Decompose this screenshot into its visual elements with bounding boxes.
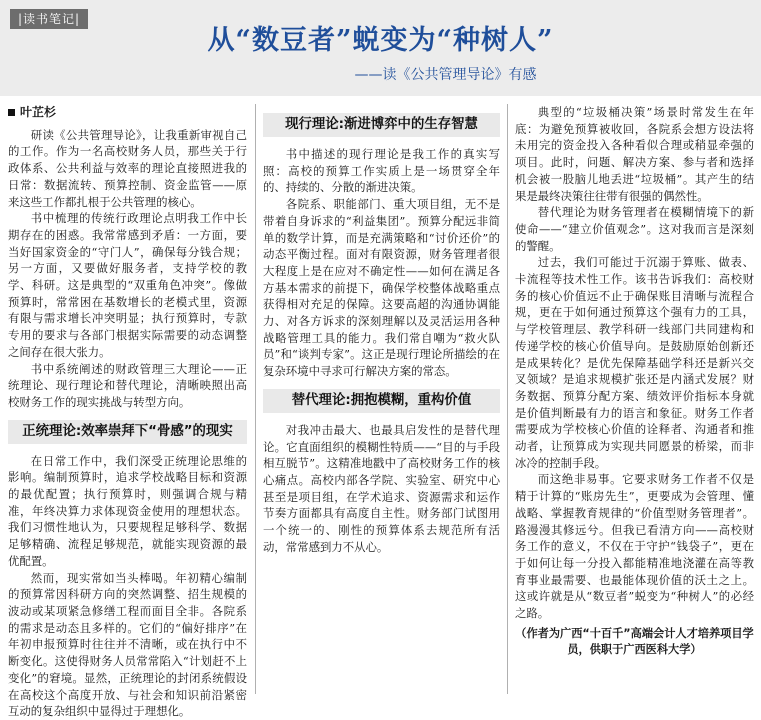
paragraph: 书中梳理的传统行政理论点明我工作中长期存在的困惑。我常常感到矛盾：一方面，要当好国家资金的“守门人”，确保每分钱合规；另一方面，又要做好服务者，支持学校的教学、科研。这是典型的“双重角色冲突”。像做预算时，常常困在基数增长的老模式里，资源有限与需求增长冲突明显；执行预算时，专款专用的要求与各部门根据实际需要的动态调整之间存在很大张力。 — [8, 211, 247, 359]
author-line — [8, 104, 247, 121]
column-divider — [255, 104, 256, 694]
author-credit: （作者为广西“十百千”高端会计人才培养项目学员，供职于广西医科大学） — [515, 626, 754, 657]
section-heading: 现行理论:渐进博弈中的生存智慧 — [263, 113, 500, 137]
column-divider — [507, 104, 508, 694]
column-3 — [515, 104, 754, 694]
paragraph: 替代理论为财务管理者在模糊情境下的新使命——“建立价值观念”。这对我而言是深刻的警醒。 — [515, 205, 754, 253]
paragraph: 各院系、职能部门、重大项目组，无不是带着自身诉求的“利益集团”。预算分配远非简单的数学计算，而是充满策略和“讨价还价”的动态平衡过程。面对有限资源，财务管理者很大程度上是在应对不确定性——如何在满足各方基本需求的前提下，确保学校整体战略重点获得相对充足的保障。这要高超的沟通协调能力、对各方诉求的深刻理解以及灵活运用各种战略管理工具的能力。我们常自嘲为“救火队员”和“谈判专家”。这正是现行理论所描绘的在复杂环境中寻求可行解决方案的常态。 — [263, 197, 500, 379]
column-2 — [263, 104, 500, 694]
section-heading: 替代理论:拥抱模糊，重构价值 — [263, 389, 500, 413]
paragraph: 在日常工作中，我们深受正统理论思维的影响。编制预算时，追求学校战略目标和资源的最优配置；执行预算时，则强调合规与精准，年终决算力求体现资金使用的理想状态。我们习惯性地认为，只要规程足够科学、数据足够精确、流程足够规范，就能实现资源的最优配置。 — [8, 453, 247, 568]
column-tag: |读书笔记| — [10, 9, 88, 29]
author-name: 叶芷杉 — [20, 105, 57, 119]
paragraph: 书中系统阐述的财政管理三大理论——正统理论、现行理论和替代理论，清晰映照出高校财务工作的现实挑战与转型方向。 — [8, 361, 247, 409]
paragraph: 然而，现实常如当头棒喝。年初精心编制的预算常因科研方向的突然调整、招生规模的波动或某项紧急修缮工程而面目全非。各院系的需求是动态且多样的。它们的“偏好排序”在年初申报预算时往往并不清晰，或在执行中不断变化。这使得财务人员常常陷入“计划赶不上变化”的窘境。显然，正统理论的封闭系统假设在高校这个高度开放、与社会和知识前沿紧密互动的复杂组织中显得过于理想化。 — [8, 570, 247, 719]
paragraph: 研读《公共管理导论》，让我重新审视自己的工作。作为一名高校财务人员，那些关于行政体系、公共利益与效率的理论直接照进我的日常：数据流转、预算控制、资金监管——原来这些工作都扎根于公共管理的核心。 — [8, 127, 247, 209]
column-1 — [8, 104, 247, 719]
paragraph: 而这绝非易事。它要求财务工作者不仅是精于计算的“账房先生”，更要成为会管理、懂战略、掌握教育规律的“价值型财务管理者”。路漫漫其修远兮。但我已看清方向——高校财务工作的意义，不仅在于守护“钱袋子”，更在于如何让每一分投入都能精准地浇灌在高等教育事业最需要、也最能体现价值的沃土之上。这或许就是从“数豆者”蜕变为“种树人”的必经之路。 — [515, 472, 754, 621]
article-header — [0, 0, 761, 96]
section-heading: 正统理论:效率崇拜下“骨感”的现实 — [8, 420, 247, 444]
paragraph: 书中描述的现行理论是我工作的真实写照：高校的预算工作实质上是一场贯穿全年的、持续的、分散的渐进决策。 — [263, 147, 500, 195]
article-subtitle-text: ——读《公共管理导论》有感 — [354, 67, 537, 83]
paragraph: 典型的“垃圾桶决策”场景时常发生在年底：为避免预算被收回，各院系会想方设法将未用完的资金投入各种看似合理或稍显牵强的项目。此时，问题、解决方案、参与者和选择机会被一股脑儿地丢进“垃圾桶”。其产生的结果是最终决策往往带有很强的偶然性。 — [515, 105, 754, 203]
paragraph: 对我冲击最大、也最具启发性的是替代理论。它直面组织的模糊性特质——“目的与手段相互脱节”。这精准地戳中了高校财务工作的核心痛点。高校内部各学院、实验室、研究中心甚至是项目组，在学术追求、资源需求和运作节奏方面都具有高度自主性。财务部门试图用一个统一的、刚性的预算体系去规范所有活动，常常感到力不从心。 — [263, 422, 500, 554]
square-bullet-icon — [8, 109, 15, 116]
article-title: 从“数豆者”蜕变为“种树人” — [207, 25, 554, 56]
article-subtitle — [0, 64, 761, 84]
paragraph: 过去，我们可能过于沉溺于算账、做表、卡流程等技术性工作。该书告诉我们：高校财务的核心价值远不止于确保账目清晰与流程合规，更在于如何通过预算这个强有力的工具，与学校管理层、教学科研一线部门共同建构和传递学校的核心价值导向。是鼓励原始创新还是成果转化？是优先保障基础学科还是新兴交叉领域？是追求规模扩张还是内涵式发展？财务数据、预算分配方案、绩效评价指标本身就是价值判断最有力的语言和象征。财务工作者需要成为学校核心价值的诠释者、沟通者和推动者，让预算成为实现共同愿景的桥梁，而非冰冷的控制手段。 — [515, 255, 754, 470]
